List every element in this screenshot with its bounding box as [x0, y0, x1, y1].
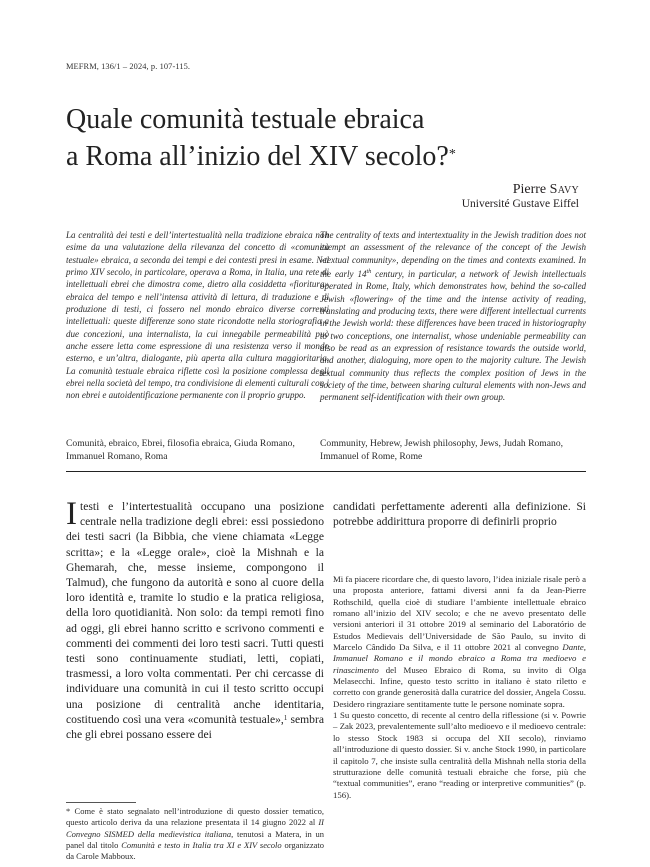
- title-footnote-mark: *: [448, 147, 456, 162]
- author-last-name: Savy: [549, 182, 579, 197]
- keywords-english: Community, Hebrew, Jewish philosophy, Jews, Judah Romano, Immanuel of Rome, Rome: [320, 438, 564, 462]
- footnote-reference-1[interactable]: 1: [283, 713, 288, 722]
- title-line-1: Quale comunità testuale ebraica: [66, 104, 425, 135]
- abstract-italian: La centralità dei testi e dell’intertestualità nella tradizione ebraica non esime da una valutazione della rilevanza del concetto di «comunità testuale» ebraica, a seconda dei tempi e dei contesti presi in esame. Nel primo XIV secolo, in particolare, operava a Roma, in Italia, una rete di intellettuali ebrei che dimostra come, dietro alla cosiddetta «fioritura» ebraica del tempo e nell’intensa attività di lettura, di traduzione e di produzione di testi, ci fossero nel mondo ebraico diverse correnti intellettuali: queste differenze sono state ricondotte nella storiografia a due concezioni, una internalista, la cui innegabile permeabilità può anche essere letta come espressione di una resistenza verso il mondo esterno, e un’altra, dialogante, più aperta alla cultura maggioritaria. La comunità testuale ebraica riflette così la posizione complessa degli ebrei nella società del tempo, tra condivisione di elementi culturali con i non ebrei e autoidentificazione permanente con il proprio gruppo.: [66, 230, 329, 401]
- author-affiliation: Université Gustave Eiffel: [461, 198, 579, 210]
- footnote-star: [66, 806, 324, 862]
- ack-italic-title: Dante, Immanuel Romano e il mondo ebraico a Roma tra medioevo e rinascimento: [333, 642, 586, 675]
- body-left-text: testi e l’intertestualità occupano una posizione centrale nella tradizione degli ebrei: essi possiedono dei testi sacri (la Bibbia, che viene chiamata «Legge scritta»; e la «Legge orale», cioè la Mishnah e la Ghemarah, che, messe insieme, compongono il Talmud), che fungono da autorità e sono al cuore della loro identità e, tramite lo studio e la pratica religiosa, della loro quotidianità. Non solo: da tempi remoti fino ad oggi, gli ebrei hanno scritto e scrivono commenti e commenti dei commenti dei loro testi sacri. Tutti questi testi sono continuamente studiati, letti, copiati, trasmessi, a loro volta commentati. Per chi cercasse di individuare una comunità in cui il testo scritto occupi una posizione di centralità anche identitaria, costituendo così una vera «comunità testuale»,: [66, 500, 324, 726]
- body-right-text: candidati perfettamente aderenti alla definizione. Si potrebbe addirittura proporre di definirli proprio: [333, 500, 586, 529]
- ack-text-a: Mi fa piacere ricordare che, di questo lavoro, l’idea iniziale risale però a una proposta anteriore, fattami diversi anni fa da Jean-Pierre Rothschild, quella cioè di studiare l’ambiente intellettuale ebraico romano all’inizio del XIV secolo; e che ne avevo presentato delle versioni anteriori il 31 ottobre 2019 al seminario del Laboratório de Estudos Medievais dell’Universidade de São Paulo, su invito di Marcelo Cândido Da Silva, e il 11 ottobre 2021 al convegno: [333, 574, 586, 653]
- author-first-name: Pierre: [512, 182, 550, 197]
- abstract-english: [320, 229, 586, 404]
- footnote-1: 1 Su questo concetto, di recente al centro della riflessione (si v. Powrie – Zak 2023, prevalentemente sull’alto medioevo e il medioevo centrale: lo stesso Stock 1983 si occupa del XII secolo), rinviamo all’introduzione di questo dossier. Si v. anche Stock 1990, in particolare il capitolo 7, che insiste sulla centralità della Mishnah nella storia della strutturazione delle comunità testuali ebraiche che forse, più che “textual communities”, erano “reading or interpretive communities” (p. 156).: [333, 710, 586, 800]
- title-line-2: a Roma all’inizio del XIV secolo?: [66, 141, 449, 172]
- footnote-star-text-c: organizzato da Carole Mabboux.: [66, 839, 324, 862]
- article-title: [66, 101, 586, 175]
- footnote-star-italic-2: Comunità e testo in Italia tra XI e XIV secolo: [121, 839, 282, 850]
- abstract-en-part2: century, in particular, a network of Jewish intellectuals operated in Rome, Italy, which demonstrates how, behind the so-called Jewish «flowering» of the time and the intense activity of reading, translating and producing texts, there were different intellectual currents in the Jewish world: these differences have been traced in historiography to two conceptions, one internalist, whose undeniable permeability can also be read as an expression of resistance towards the outside world, and another, dialoguing, more open to the majority culture. The Jewish textual community thus reflects the complex position of Jews in the society of the time, between sharing cultural elements with non-Jews and permanent self-identification with their own group.: [320, 269, 586, 403]
- footnote-star-text-a: * Come è stato segnalato nell’introduzione di questo dossier tematico, questo articolo deriva da una relazione presentata il 14 giugno 2022 al: [66, 806, 324, 828]
- abstract-en-part1: The centrality of texts and intertextuality in the Jewish tradition does not exempt an assessment of the relevance of the concept of the Jewish «textual community», depending on the times and contexts examined. In the early 14: [320, 230, 586, 280]
- journal-header: MEFRM, 136/1 – 2024, p. 107-115.: [66, 62, 191, 71]
- ack-text-b: del Museo Ebraico di Roma, su invito di Olga Melasecchi. Infine, questo testo scritto in italiano è stato riletto e corretto con grande generosità dalla curatrice del dossier, Angela Cossu. Desidero ringraziare sentitamente tutte le persone nominate sopra.: [333, 664, 586, 709]
- body-column-right: [333, 499, 586, 529]
- section-divider: [66, 471, 586, 472]
- footnote-star-text-b: , tenutosi a Matera, in un panel dal titolo: [66, 828, 324, 850]
- body-left-tail: sembra che gli ebrei possano essere dei: [66, 712, 324, 742]
- footnote-star-italic-1: II Convegno SISMED della medievistica italiana: [66, 817, 324, 839]
- drop-cap: I: [66, 496, 77, 532]
- keywords-italian: Comunità, ebraico, Ebrei, filosofia ebraica, Giuda Romano, Immanuel Romano, Roma: [66, 438, 295, 462]
- abstract-en-superscript: th: [366, 269, 372, 276]
- footnotes-right: [333, 574, 586, 801]
- footnote-separator: [66, 802, 136, 803]
- acknowledgements: [333, 574, 586, 710]
- author-name: [513, 181, 579, 198]
- body-column-left: [66, 496, 324, 742]
